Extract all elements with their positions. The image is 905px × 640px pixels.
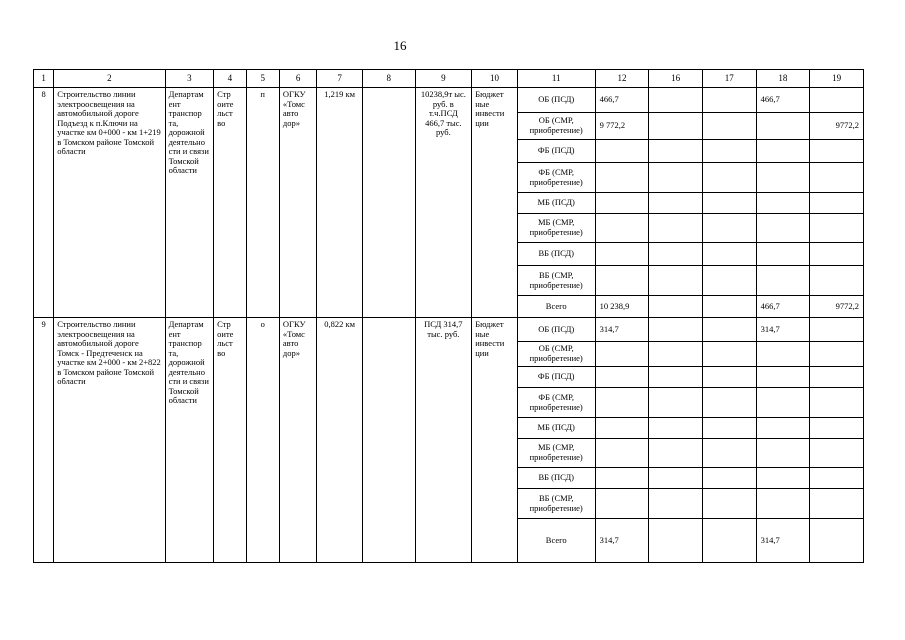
amount-c16-cell	[649, 214, 703, 243]
amount-c19-cell	[810, 439, 864, 468]
object-col5-cell: о	[246, 318, 279, 563]
object-category-cell: Бюджет ные инвести ции	[472, 318, 518, 563]
amount-c19-cell	[810, 367, 864, 388]
object-col8-cell	[362, 88, 415, 318]
object-type-cell: Стр оите льст во	[214, 318, 246, 563]
column-number-header: 4	[214, 70, 246, 88]
column-number-header: 3	[165, 70, 214, 88]
object-cost-cell: 10238,9т ыс. руб. в т.ч.ПСД 466,7 тыс. руб.	[415, 88, 472, 318]
funding-source-cell: МБ (СМР, приобретение)	[517, 214, 595, 243]
amount-c18-cell	[756, 140, 810, 163]
column-number-header: 5	[246, 70, 279, 88]
column-number-header: 7	[317, 70, 363, 88]
amount-c19-cell	[810, 214, 864, 243]
column-number-header: 18	[756, 70, 810, 88]
amount-c17-cell	[702, 243, 756, 266]
amount-c18-cell	[756, 342, 810, 367]
object-dept-cell: Департам ент транспор та, дорожной деятельно сти и связи Томской области	[165, 88, 214, 318]
object-customer-cell: ОГКУ «Томс авто дор»	[279, 318, 316, 563]
amount-c16-cell	[649, 342, 703, 367]
funding-source-cell: МБ (СМР, приобретение)	[517, 439, 595, 468]
amount-c16-cell	[649, 163, 703, 193]
amount-c12-cell	[595, 140, 649, 163]
amount-c18-cell: 314,7	[756, 519, 810, 563]
amount-c12-cell	[595, 388, 649, 418]
funding-source-cell: МБ (ПСД)	[517, 193, 595, 214]
amount-c16-cell	[649, 439, 703, 468]
object-type-cell: Стр оите льст во	[214, 88, 246, 318]
amount-c19-cell	[810, 519, 864, 563]
column-number-header: 6	[279, 70, 316, 88]
amount-c12-cell	[595, 163, 649, 193]
amount-c16-cell	[649, 318, 703, 342]
amount-c17-cell	[702, 489, 756, 519]
funding-source-cell: ФБ (СМР, приобретение)	[517, 388, 595, 418]
column-number-header: 11	[517, 70, 595, 88]
amount-c17-cell	[702, 113, 756, 140]
amount-c16-cell	[649, 418, 703, 439]
amount-c18-cell	[756, 243, 810, 266]
amount-c17-cell	[702, 193, 756, 214]
amount-c17-cell	[702, 388, 756, 418]
amount-c19-cell	[810, 193, 864, 214]
amount-c19-cell	[810, 418, 864, 439]
table-row	[34, 88, 864, 113]
amount-c18-cell	[756, 193, 810, 214]
column-number-header: 9	[415, 70, 472, 88]
amount-c17-cell	[702, 318, 756, 342]
amount-c17-cell	[702, 88, 756, 113]
amount-c12-cell	[595, 214, 649, 243]
amount-c12-cell	[595, 342, 649, 367]
amount-c12-cell: 314,7	[595, 519, 649, 563]
object-num-cell: 9	[34, 318, 54, 563]
amount-c12-cell: 9 772,2	[595, 113, 649, 140]
amount-c19-cell	[810, 88, 864, 113]
amount-c16-cell	[649, 193, 703, 214]
amount-c17-cell	[702, 468, 756, 489]
column-number-header: 10	[472, 70, 518, 88]
column-number-header: 17	[702, 70, 756, 88]
amount-c12-cell: 466,7	[595, 88, 649, 113]
amount-c18-cell	[756, 367, 810, 388]
amount-c18-cell	[756, 266, 810, 296]
amount-c17-cell	[702, 266, 756, 296]
amount-c16-cell	[649, 296, 703, 318]
amount-c18-cell	[756, 214, 810, 243]
amount-c12-cell	[595, 439, 649, 468]
funding-source-cell: ФБ (СМР, приобретение)	[517, 163, 595, 193]
amount-c19-cell	[810, 243, 864, 266]
amount-c17-cell	[702, 519, 756, 563]
amount-c18-cell: 314,7	[756, 318, 810, 342]
amount-c16-cell	[649, 489, 703, 519]
amount-c17-cell	[702, 367, 756, 388]
amount-c16-cell	[649, 388, 703, 418]
amount-c19-cell	[810, 163, 864, 193]
investment-table	[33, 69, 864, 563]
page-number: 16	[393, 38, 407, 53]
funding-source-cell: ОБ (ПСД)	[517, 318, 595, 342]
amount-c18-cell	[756, 388, 810, 418]
amount-c12-cell: 10 238,9	[595, 296, 649, 318]
table-row	[34, 318, 864, 342]
amount-c12-cell	[595, 193, 649, 214]
amount-c16-cell	[649, 367, 703, 388]
funding-source-cell: ФБ (ПСД)	[517, 140, 595, 163]
amount-c17-cell	[702, 342, 756, 367]
amount-c12-cell	[595, 468, 649, 489]
column-number-header: 19	[810, 70, 864, 88]
amount-c19-cell: 9772,2	[810, 296, 864, 318]
object-num-cell: 8	[34, 88, 54, 318]
amount-c19-cell	[810, 388, 864, 418]
object-category-cell: Бюджет ные инвести ции	[472, 88, 518, 318]
funding-source-cell: Всего	[517, 296, 595, 318]
amount-c17-cell	[702, 214, 756, 243]
object-col8-cell	[362, 318, 415, 563]
column-number-row	[34, 70, 864, 88]
amount-c18-cell	[756, 418, 810, 439]
amount-c18-cell	[756, 163, 810, 193]
amount-c17-cell	[702, 163, 756, 193]
funding-source-cell: ВБ (ПСД)	[517, 468, 595, 489]
object-cost-cell: ПСД 314,7 тыс. руб.	[415, 318, 472, 563]
amount-c18-cell	[756, 113, 810, 140]
column-number-header: 16	[649, 70, 703, 88]
amount-c19-cell	[810, 342, 864, 367]
funding-source-cell: Всего	[517, 519, 595, 563]
amount-c18-cell	[756, 489, 810, 519]
amount-c16-cell	[649, 468, 703, 489]
amount-c12-cell	[595, 266, 649, 296]
amount-c19-cell: 9772,2	[810, 113, 864, 140]
funding-source-cell: ОБ (СМР, приобретение)	[517, 342, 595, 367]
amount-c17-cell	[702, 418, 756, 439]
amount-c19-cell	[810, 318, 864, 342]
column-number-header: 1	[34, 70, 54, 88]
amount-c19-cell	[810, 489, 864, 519]
funding-source-cell: ОБ (ПСД)	[517, 88, 595, 113]
amount-c16-cell	[649, 140, 703, 163]
amount-c12-cell: 314,7	[595, 318, 649, 342]
amount-c16-cell	[649, 243, 703, 266]
object-customer-cell: ОГКУ «Томс авто дор»	[279, 88, 316, 318]
amount-c17-cell	[702, 439, 756, 468]
object-col5-cell: п	[246, 88, 279, 318]
funding-source-cell: МБ (ПСД)	[517, 418, 595, 439]
funding-source-cell: ВБ (СМР, приобретение)	[517, 266, 595, 296]
amount-c12-cell	[595, 418, 649, 439]
amount-c12-cell	[595, 243, 649, 266]
amount-c18-cell: 466,7	[756, 88, 810, 113]
column-number-header: 8	[362, 70, 415, 88]
amount-c17-cell	[702, 140, 756, 163]
object-name-cell: Строительство линии электроосвещения на автомобильной дороге Подъезд к п.Ключи на участке км 0+000 - км 1+219 в Томском районе Томской области	[54, 88, 165, 318]
amount-c17-cell	[702, 296, 756, 318]
object-length-cell: 1,219 км	[317, 88, 363, 318]
object-length-cell: 0,822 км	[317, 318, 363, 563]
object-dept-cell: Департам ент транспор та, дорожной деятельно сти и связи Томской области	[165, 318, 214, 563]
column-number-header: 12	[595, 70, 649, 88]
amount-c16-cell	[649, 266, 703, 296]
amount-c18-cell	[756, 439, 810, 468]
amount-c19-cell	[810, 140, 864, 163]
funding-source-cell: ФБ (ПСД)	[517, 367, 595, 388]
funding-source-cell: ВБ (СМР, приобретение)	[517, 489, 595, 519]
funding-source-cell: ОБ (СМР, приобретение)	[517, 113, 595, 140]
amount-c16-cell	[649, 88, 703, 113]
funding-source-cell: ВБ (ПСД)	[517, 243, 595, 266]
amount-c18-cell: 466,7	[756, 296, 810, 318]
amount-c19-cell	[810, 266, 864, 296]
amount-c12-cell	[595, 367, 649, 388]
column-number-header: 2	[54, 70, 165, 88]
amount-c16-cell	[649, 113, 703, 140]
amount-c18-cell	[756, 468, 810, 489]
amount-c19-cell	[810, 468, 864, 489]
amount-c12-cell	[595, 489, 649, 519]
amount-c16-cell	[649, 519, 703, 563]
object-name-cell: Строительство линии электроосвещения на автомобильной дороге Томск - Предтеченск на участке км 2+000 - км 2+822 в Томском районе Томской области	[54, 318, 165, 563]
